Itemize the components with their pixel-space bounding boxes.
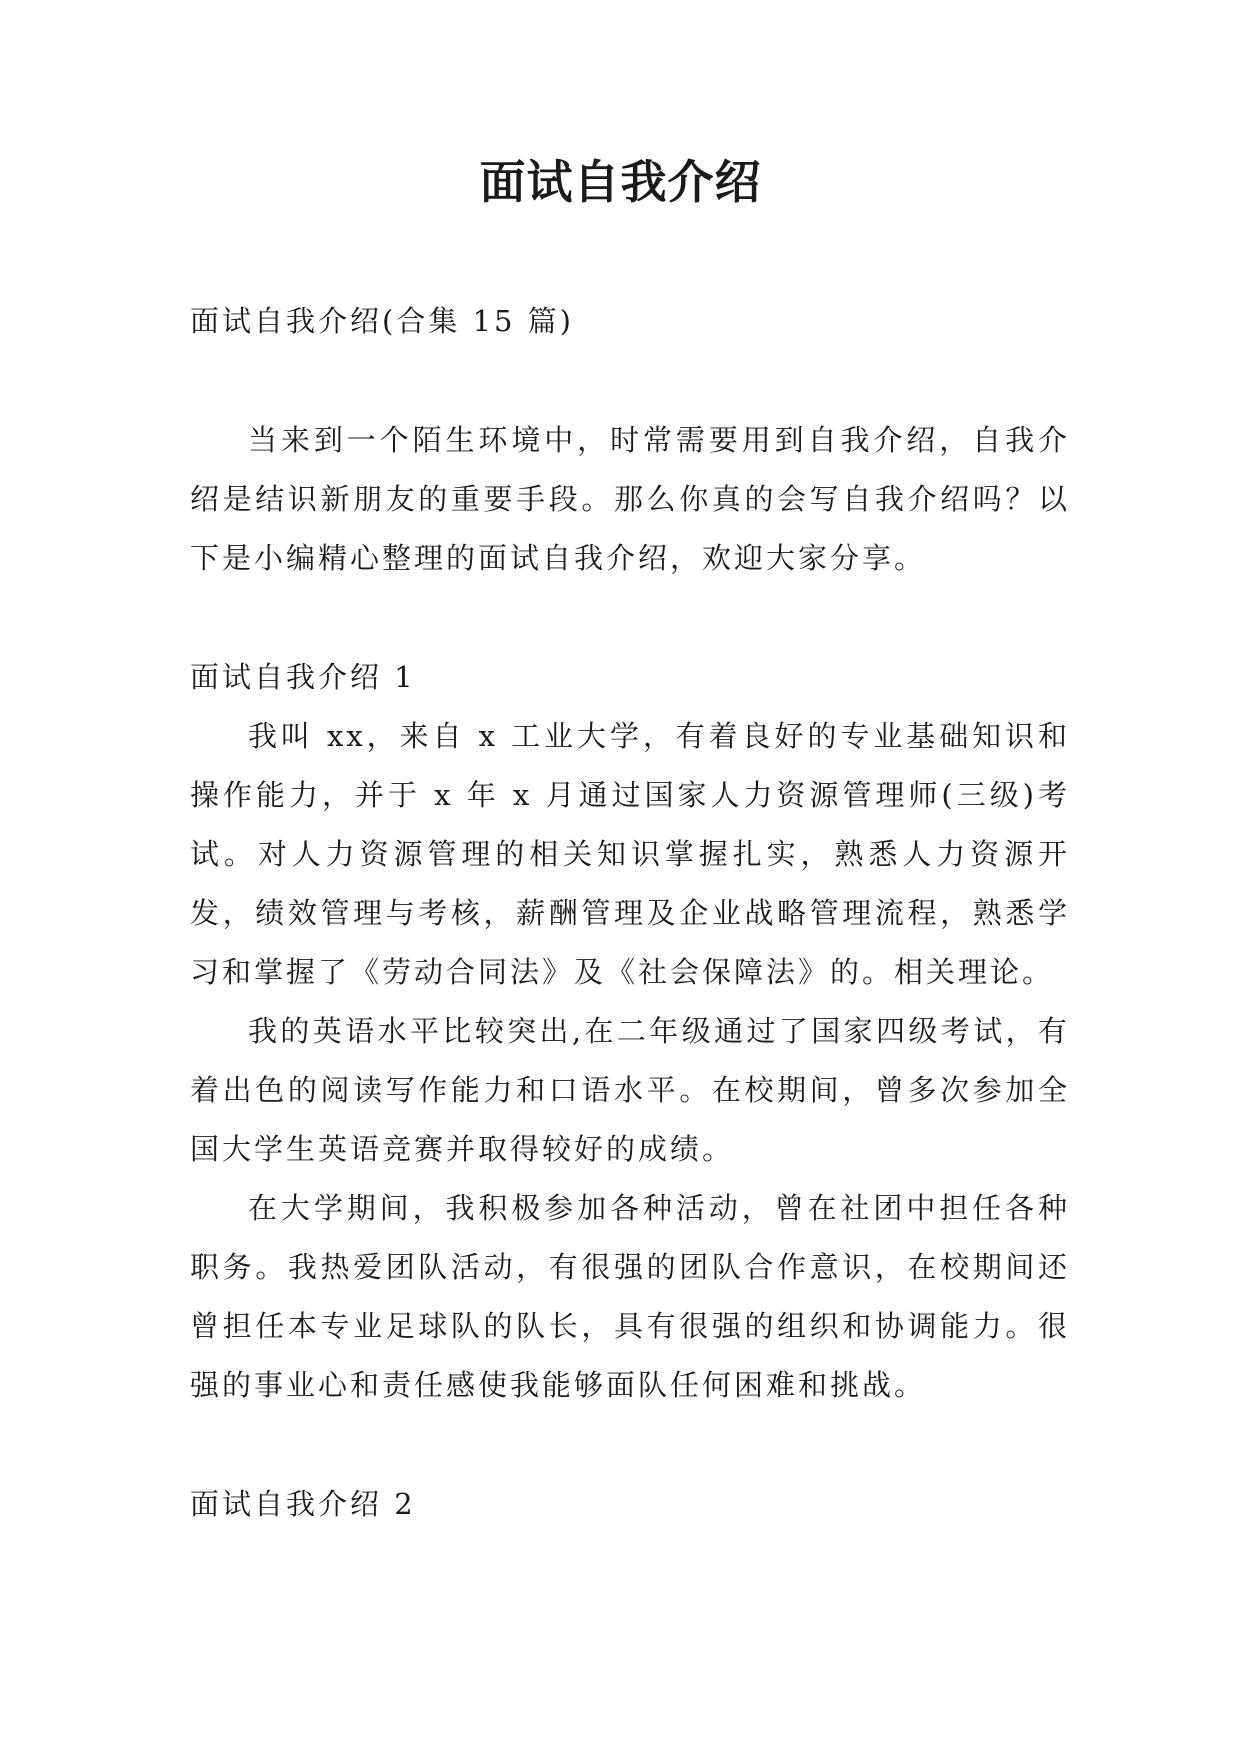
section-heading-2: 面试自我介绍 2 <box>190 1487 416 1521</box>
spacer <box>190 1415 1070 1475</box>
section-1-paragraph-1: 我叫 xx，来自 x 工业大学，有着良好的专业基础知识和操作能力，并于 x 年 x 月通过国家人力资源管理师(三级)考试。对人力资源管理的相关知识掌握扎实，熟悉人力资源开发，绩效管理与考核，薪酬管理及企业战略管理流程，熟悉学习和掌握了《劳动合同法》及《社会保障法》的。相关理论。 <box>190 719 1070 989</box>
document-body <box>190 292 1070 1534</box>
document-title: 面试自我介绍 <box>479 155 762 209</box>
intro-paragraph: 当来到一个陌生环境中，时常需要用到自我介绍，自我介绍是结识新朋友的重要手段。那么你真的会写自我介绍吗？以下是小编精心整理的面试自我介绍，欢迎大家分享。 <box>190 423 1070 575</box>
spacer <box>190 588 1070 648</box>
section-1-paragraph-3: 在大学期间，我积极参加各种活动，曾在社团中担任各种职务。我热爱团队活动，有很强的团队合作意识，在校期间还曾担任本专业足球队的队长，具有很强的组织和协调能力。很强的事业心和责任感使我能够面队任何困难和挑战。 <box>190 1191 1070 1402</box>
section-heading-1: 面试自我介绍 1 <box>190 660 416 694</box>
section-1-paragraph-2: 我的英语水平比较突出,在二年级通过了国家四级考试，有着出色的阅读写作能力和口语水平。在校期间，曾多次参加全国大学生英语竞赛并取得较好的成绩。 <box>190 1014 1070 1166</box>
collection-subtitle: 面试自我介绍(合集 15 篇) <box>190 304 574 338</box>
spacer <box>190 351 1070 411</box>
